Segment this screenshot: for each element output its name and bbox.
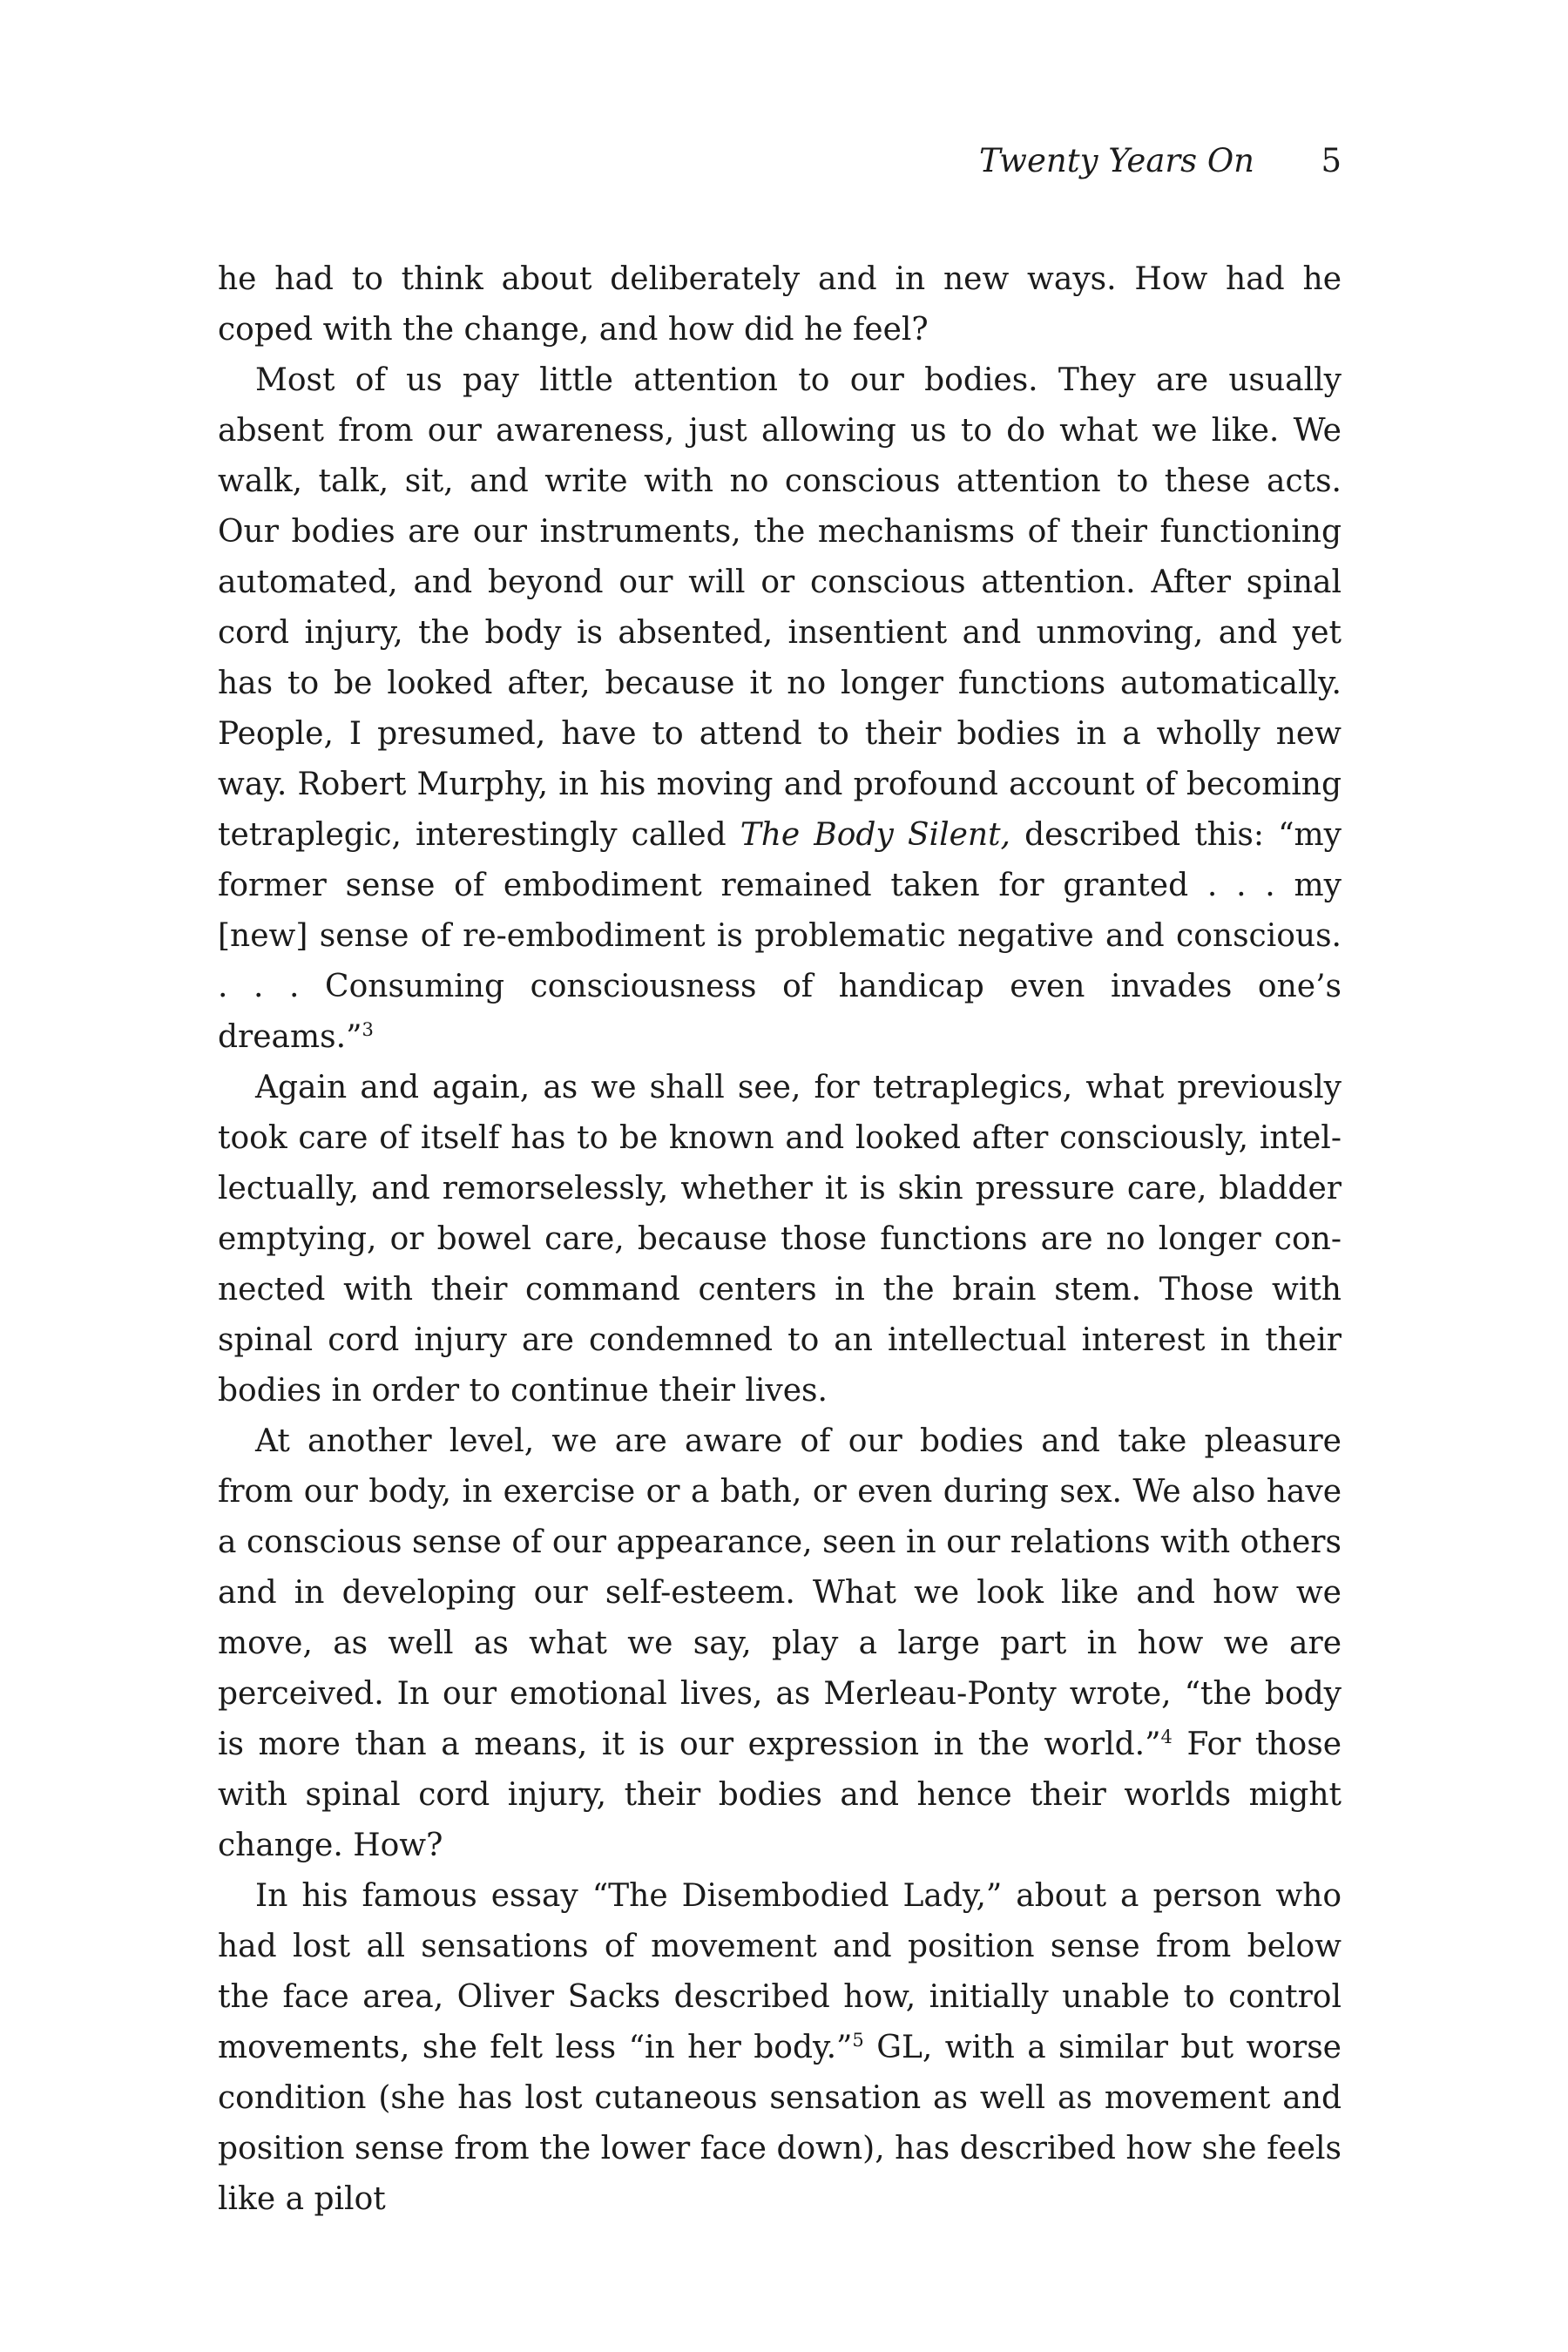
footnote-ref-3: 3 [362,1019,374,1040]
paragraph-2-text-a: Most of us pay little attention to our bodies. They are usually absent from our awareness, just allowing us to do what we like. We walk, talk, sit, and write with no conscious attention to these acts. Our bodies are our instruments, the mechanisms of their functioning automated, and beyond our will or conscious attention. After spinal cord injury, the body is absented, insentient and unmoving, and yet has to be looked after, because it no longer functions automatically. People, I presumed, have to attend to their bodies in a wholly new way. Robert Murphy, in his moving and profound account of becoming tetraplegic, interestingly called [218,362,1342,853]
paragraph-4-text-a: At another level, we are aware of our bodies and take pleasure from our body, in exercise or a bath, or even during sex. We also have a conscious sense of our appearance, seen in our relations with others and in developing our self-esteem. What we look like and how we move, as well as what we say, play a large part in how we are perceived. In our emotional lives, as Merleau-Ponty wrote, “the body is more than a means, it is our expression in the world.” [218,1423,1342,1762]
paragraph-3: Again and again, as we shall see, for tetraplegics, what previously took care of itself has to be known and looked after consciously, intellectually, and remorselessly, whether it is skin pressure care, bladder emptying, or bowel care, because those functions are no longer connected with their command centers in the brain stem. Those with spinal cord injury are condemned to an intellectual interest in their bodies in order to continue their lives. [218,1070,1342,1409]
running-head [218,139,1342,183]
page-number: 5 [1321,142,1342,179]
paragraph-4-text-b: For those with spinal cord injury, their bodies and hence their worlds might change. How? [218,1727,1342,1863]
paragraph-5 [218,1871,1342,2225]
paragraph-2 [218,355,1342,1063]
paragraph-5-text-a: In his famous essay “The Disembodied Lady,” about a person who had lost all sensations of movement and position sense from below the face area, Oliver Sacks described how, initially unable to control movements, she felt less “in her body.” [218,1878,1342,2065]
running-title: Twenty Years On [978,142,1254,179]
paragraph-2-text-b: described this: “my former sense of embodiment remained taken for granted . . . my [new] sense of re-embodiment is problematic negative and conscious. . . . Consuming consciousness of handicap even invades one’s dreams.” [218,817,1342,1055]
footnote-ref-4: 4 [1160,1727,1173,1747]
paragraph-1: he had to think about deliberately and in new ways. How had he coped with the change, and how did he feel? [218,261,1342,348]
footnote-ref-5: 5 [852,2030,864,2051]
paragraph-5-text-b: GL, with a similar but worse condition (she has lost cutaneous sensation as well as movement and position sense from the lower face down), has described how she feels like a pilot [218,2030,1342,2217]
paragraph-4 [218,1416,1342,1871]
book-title: The Body Silent, [740,817,1010,853]
body-text [218,254,1342,2225]
